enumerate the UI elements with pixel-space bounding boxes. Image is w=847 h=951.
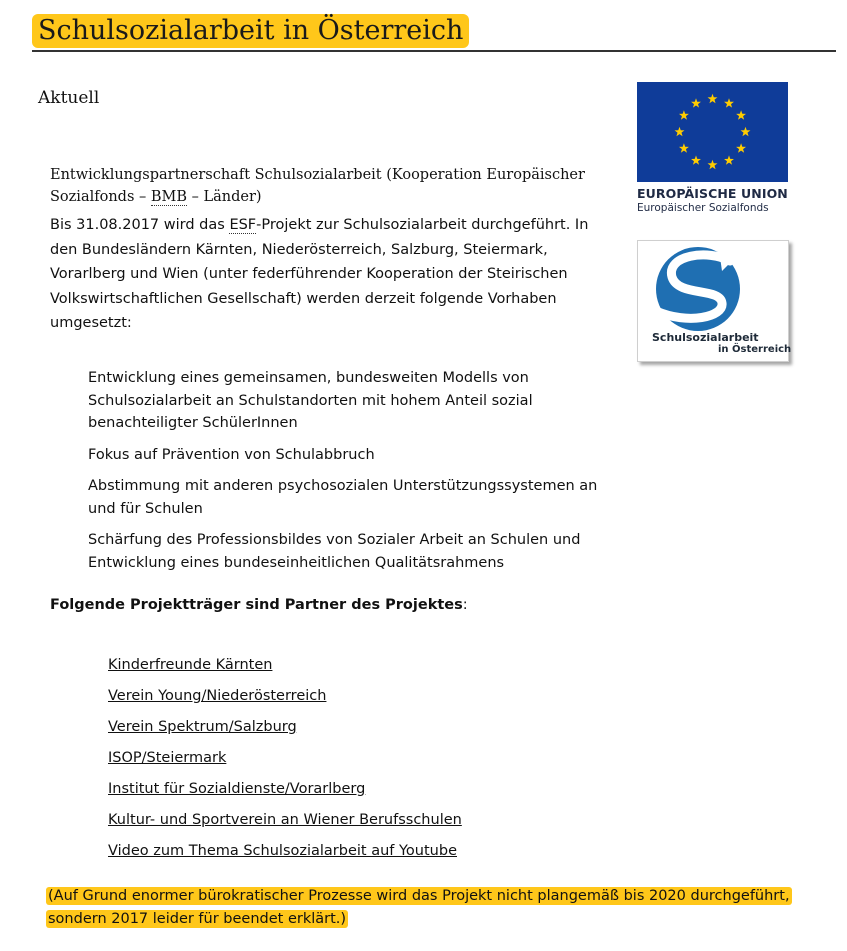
partners-list	[108, 654, 462, 871]
eu-star-icon	[736, 110, 746, 119]
eu-star-icon	[679, 110, 689, 119]
partner-link-isop[interactable]: ISOP/Steiermark	[108, 750, 227, 766]
notice-text	[46, 885, 791, 931]
notice-highlight: (Auf Grund enormer bürokratischer Prozesse wird das Projekt nicht plangemäß bis 2020 durchgeführt, sondern 2017 leider für beendet erklärt.)	[48, 888, 790, 927]
bmb-abbreviation[interactable]: BMB	[150, 189, 188, 205]
partner-link-kinderfreunde[interactable]: Kinderfreunde Kärnten	[108, 657, 273, 673]
list-item	[108, 654, 462, 685]
eu-star-icon	[724, 98, 734, 107]
list-item	[108, 809, 462, 840]
video-link-youtube[interactable]: Video zum Thema Schulsozialarbeit auf Youtube	[108, 843, 457, 859]
page-header	[32, 14, 836, 52]
list-item	[108, 747, 462, 778]
project-goals-list	[88, 367, 608, 583]
list-item: Fokus auf Prävention von Schulabbruch	[88, 446, 375, 463]
eu-flag-icon	[637, 82, 788, 182]
eu-star-icon	[708, 160, 718, 169]
project-intro	[50, 213, 618, 336]
list-item: Schärfung des Professionsbildes von Sozialer Arbeit an Schulen und Entwicklung eines bundeseinheitlichen Qualitätsrahmens	[88, 532, 581, 571]
eu-star-icon	[691, 155, 701, 164]
eu-logo-subtitle: Europäischer Sozialfonds	[637, 202, 769, 214]
list-item	[108, 716, 462, 747]
esf-abbreviation[interactable]: ESF	[229, 217, 257, 233]
schulsozialarbeit-logo	[637, 240, 792, 362]
list-item	[108, 685, 462, 716]
project-title	[50, 164, 620, 208]
list-item: Entwicklung eines gemeinsamen, bundesweiten Modells von Schulsozialarbeit an Schulstandorten mit hohem Anteil sozial benachteiligter SchülerInnen	[88, 370, 533, 431]
page-title: Schulsozialarbeit in Österreich	[32, 14, 469, 48]
eu-star-icon	[679, 143, 689, 152]
project-title-part1: Entwicklungspartnerschaft Schulsozialarbeit (Kooperation Europäischer Sozialfonds –	[50, 167, 585, 205]
eu-star-icon	[736, 143, 746, 152]
partner-link-ifs[interactable]: Institut für Sozialdienste/Vorarlberg	[108, 781, 366, 797]
partners-heading	[50, 597, 468, 613]
eu-logo-title: EUROPÄISCHE UNION	[637, 186, 788, 201]
partners-heading-text: Folgende Projektträger sind Partner des Projektes	[50, 597, 463, 613]
eu-stars-icon	[637, 82, 788, 182]
partner-link-young[interactable]: Verein Young/Niederösterreich	[108, 688, 327, 704]
partner-link-kultur-sport[interactable]: Kultur- und Sportverein an Wiener Berufsschulen	[108, 812, 462, 828]
eu-logo	[637, 82, 788, 214]
schulsozialarbeit-logo-title: Schulsozialarbeit	[652, 331, 759, 344]
eu-star-icon	[675, 127, 685, 136]
list-item	[108, 840, 462, 871]
eu-star-icon	[741, 127, 751, 136]
list-item: Abstimmung mit anderen psychosozialen Unterstützungssystemen an und für Schulen	[88, 478, 598, 517]
schulsozialarbeit-s-icon	[638, 241, 788, 331]
eu-star-icon	[724, 155, 734, 164]
partners-heading-colon: :	[462, 597, 468, 613]
section-heading: Aktuell	[38, 88, 100, 108]
schulsozialarbeit-logo-subtitle: in Österreich	[718, 344, 792, 355]
eu-star-icon	[691, 98, 701, 107]
project-title-part2: – Länder)	[187, 189, 262, 205]
list-item	[108, 778, 462, 809]
partner-link-spektrum[interactable]: Verein Spektrum/Salzburg	[108, 719, 297, 735]
intro-part2: -Projekt zur Schulsozialarbeit durchgeführt. In den Bundesländern Kärnten, Niederösterreich, Salzburg, Steiermark, Vorarlberg und Wien (unter federführender Kooperation der Steirischen Volkswirtschaftlichen Gesellschaft) werden derzeit folgende Vorhaben umgesetzt:	[50, 217, 589, 331]
intro-part1: Bis 31.08.2017 wird das	[50, 217, 230, 233]
eu-star-icon	[708, 94, 718, 103]
